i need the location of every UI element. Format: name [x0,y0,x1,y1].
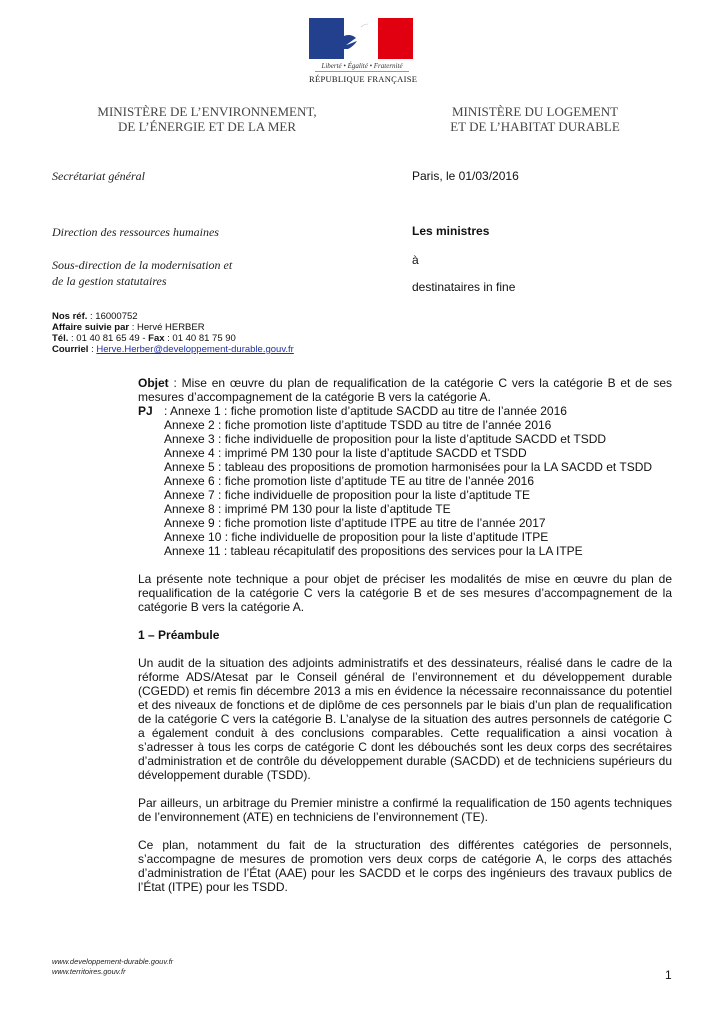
preambule-paragraph-2: Par ailleurs, un arbitrage du Premier ministre a confirmé la requalification de 150 agents techniques de l’environnement (ATE) en techniciens de l’environnement (TE). [138,796,672,824]
footer-link-territoires[interactable]: www.territoires.gouv.fr [52,967,126,976]
secretariat-label: Secrétariat général [52,169,145,183]
preambule-paragraph-3: Ce plan, notamment du fait de la structuration des différentes catégories de personnels, s’accompagne de mesures de promotion vers deux corps de catégorie A, le corps des attachés d’administration de l’État (AAE) pour les SACDD et le corps des ingénieurs des travaux publics de l’État (ITPE) pour les TSDD. [138,838,672,894]
preambule-paragraph-1: Un audit de la situation des adjoints administratifs et des dessinateurs, réalisé dans le cadre de la réforme ADS/Atesat par le Conseil général de l’environnement et du développement durable (CGEDD) et remis fin décembre 2013 a mis en évidence la nécessaire reconnaissance du potentiel et des niveaux de fonctions et de diplôme de ces personnels par le biais d’un plan de requalification de la catégorie C vers la catégorie B. L’analyse de la situation des autres personnels de catégorie C a également conduit à des conclusions comparables. Cette requalification a ainsi vocation à s’adresser à tous les corps de catégorie C dont les débouchés sont les deux corps des secrétaires d’administration et de contrôle du développement durable (SACDD) et de techniciens supérieurs du développement durable (TSDD). [138,656,672,782]
direction-label: Direction des ressources humaines [52,225,219,239]
logo-republique: RÉPUBLIQUE FRANÇAISE [309,74,418,84]
sous-direction-line1: Sous-direction de la modernisation et [52,258,233,272]
annex-item: Annexe 3 : fiche individuelle de proposition pour la liste d’aptitude SACDD et TSDD [164,432,607,446]
section-title: 1 – Préambule [138,628,220,642]
tel-value: : 01 40 81 65 49 - [68,333,149,344]
annex-item: Annexe 5 : tableau des propositions de promotion harmonisées pour la LA SACDD et TSDD [164,460,653,474]
affaire-suivie [52,322,294,333]
footer-link-developpement-durable[interactable]: www.developpement-durable.gouv.fr [52,957,174,966]
ministry-left-line2: DE L’ÉNERGIE ET DE LA MER [117,119,296,134]
affaire-value: : Hervé HERBER [129,322,205,333]
recipient-title: Les ministres [412,224,490,238]
tel-label: Tél. [52,333,69,344]
annex-item: Annexe 6 : fiche promotion liste d’aptitude TE au titre de l’année 2016 [164,474,535,488]
republique-francaise-logo [309,18,418,84]
fax-label: Fax [148,333,165,344]
pj-row [138,404,672,418]
ministry-left [92,104,322,134]
ministry-left-line1: MINISTÈRE DE L’ENVIRONNEMENT, [97,104,317,119]
fax-value: : 01 40 81 75 90 [164,333,236,344]
ministry-right [430,104,640,134]
ministry-right-line1: MINISTÈRE DU LOGEMENT [451,104,619,119]
intro-paragraph: La présente note technique a pour objet de préciser les modalités de mise en œuvre du plan de requalification de la catégorie C vers la catégorie B et de ses mesures d’accompagnement de la catégorie B vers la catégorie A. [138,572,672,614]
annex-item: Annexe 4 : imprimé PM 130 pour la liste d’aptitude SACDD et TSDD [164,446,527,460]
annex-item: Annexe 8 : imprimé PM 130 pour la liste d’aptitude TE [164,502,451,516]
tel-fax [52,333,294,344]
annex-item: Annexe 7 : fiche individuelle de proposition pour la liste d’aptitude TE [164,488,531,502]
nos-ref-label: Nos réf. [52,311,88,322]
courriel-sep: : [88,344,97,355]
objet-text: : Mise en œuvre du plan de requalification de la catégorie C vers la catégorie B et de ses mesures d’accompagnement de la catégorie B vers la catégorie A. [138,376,672,404]
page-number: 1 [665,968,672,982]
sous-direction-label [52,257,232,289]
affaire-label: Affaire suivie par [52,322,130,333]
ministry-right-line2: ET DE L’HABITAT DURABLE [450,119,620,134]
objet-label: Objet [138,376,169,390]
place-date: Paris, le 01/03/2016 [412,169,519,183]
recipient-destinataires: destinataires in fine [412,280,516,294]
pj-label: PJ [138,404,153,418]
marianne-flag-icon [309,18,413,59]
references-block [52,311,294,355]
nos-ref-value: : 16000752 [87,311,138,322]
annex-item: Annexe 11 : tableau récapitulatif des propositions des services pour la LA ITPE [164,544,583,558]
logo-divider [315,71,409,72]
courriel-link[interactable]: Herve.Herber@developpement-durable.gouv.fr [96,344,294,355]
marianne-profile-icon [344,18,378,59]
nos-ref [52,311,294,322]
courriel [52,344,294,355]
objet-paragraph [138,376,672,404]
letter-body [138,376,672,894]
recipient-a: à [412,253,419,267]
sous-direction-line2: de la gestion statutaires [52,274,167,288]
annex-item: : Annexe 1 : fiche promotion liste d’aptitude SACDD au titre de l’année 2016 [164,404,567,418]
annex-item: Annexe 10 : fiche individuelle de proposition pour la liste d’aptitude ITPE [164,530,549,544]
footer-links [52,957,173,977]
courriel-label: Courriel [52,344,89,355]
annex-item: Annexe 9 : fiche promotion liste d’aptitude ITPE au titre de l’année 2017 [164,516,546,530]
annex-item: Annexe 2 : fiche promotion liste d’aptitude TSDD au titre de l’année 2016 [164,418,552,432]
logo-motto: Liberté • Égalité • Fraternité [321,62,403,70]
